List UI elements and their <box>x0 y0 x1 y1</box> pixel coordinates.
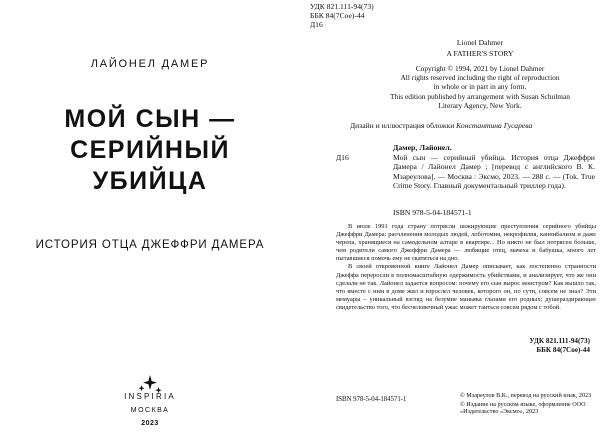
book-annotation <box>336 223 596 312</box>
copyright-page <box>300 0 600 435</box>
udk-code-bottom: УДК 821.111-94(73) <box>529 337 590 345</box>
rights-line-1: All rights reserved including the right of reproduction <box>400 73 560 83</box>
book-author: ЛАЙОНЕЛ ДАМЕР <box>90 58 210 70</box>
publication-year: 2023 <box>141 420 159 427</box>
design-credit-label: Дизайн и иллюстрация обложки <box>350 121 455 130</box>
original-title: A FATHER'S STORY <box>446 49 514 58</box>
copyright-translation: © Мзареулов В.К., перевод на русский язык, 2023 <box>460 392 592 399</box>
publisher-city: МОСКВА <box>130 407 170 414</box>
book-title-line-2: СЕРИЙНЫЙ <box>70 136 230 164</box>
annotation-paragraph-2: В своей откровенной книге Лайонел Дамер описывает, как постепенно странности Джеффа переросли в полномасштабную одержимость убийствами, и анализирует, что же они сделали не так. Лайонел задается вопросом: почему его сын вырос монстром? Как вышло так, что вместе с ним в доме жил и взрослел человек, которого он, по сути, совсем не знал? Эти мемуары – уникальный взгляд на безумие маньяка глазами его родных; душераздирающее свидетельство того, что бесчеловечный ужас может таиться совсем рядом с тобой. <box>336 263 596 311</box>
isbn-bottom: ISBN 978-5-04-184571-1 <box>336 396 407 403</box>
cover-design-credit <box>350 121 595 130</box>
copyright-english: Copyright © 1994, 2021 by Lionel Dahmer <box>415 64 545 73</box>
author-mark-top: Д16 <box>310 20 323 29</box>
publisher-name: INSPIRIA <box>124 392 176 401</box>
book-title-line-1: МОЙ СЫН — <box>64 105 236 133</box>
book-subtitle: ИСТОРИЯ ОТЦА ДЖЕФФРИ ДАМЕРА <box>35 239 265 251</box>
annotation-paragraph-1: В июле 1991 года страну потрясли шокирующие преступления серийного убийцы Джеффри Дамера: расчленения молодых людей, лоботомия, некрофилия, каннибализм и даже черепа, хранящиеся на самодельном алтаре в квартире... Но никто не был потрясен больше, чем родители самого Джеффри Дамера — любящие отец, мачеха и бабушка, много лет пытавшиеся помочь ему не скатиться на дно. <box>336 223 596 263</box>
copyright-block-english <box>370 64 590 110</box>
rights-line-2: in whole or in part in any form. <box>433 82 527 92</box>
bbk-code-top: ББК 84(7Сое)-44 <box>310 11 365 20</box>
design-credit-name: Константина Гусарева <box>456 121 533 130</box>
original-author: Lionel Dahmer <box>456 38 504 47</box>
book-title-line-3: УБИЙЦА <box>92 167 208 195</box>
copyright-edition: © Издание на русском языке, оформление ООО «Издательство «Эксмо», 2023 <box>460 400 586 416</box>
edition-line-2: Literary Agency, New York. <box>438 100 522 110</box>
edition-line-1: This edition published by arrangement with Susan Schulman <box>389 91 571 101</box>
catalog-card-code: Д16 <box>336 153 349 162</box>
copyright-block-russian <box>460 392 595 417</box>
udk-code-top: УДК 821.111-94(73) <box>310 2 374 11</box>
bbk-code-bottom: ББК 84(7Сое)-44 <box>536 346 590 354</box>
book-title <box>0 104 300 197</box>
catalog-card-description: Мой сын — серийный убийца. История отца Джеффри Дамера / Лайонел Дамер ; [перевод с английского В. К. Мзареулова]. — Москва : Эксмо, 2023. — 288 с. — (Tok. True Crime Story. Главный документальный триллер года). <box>393 153 595 190</box>
catalog-card-author: Дамер, Лайонел. <box>393 143 452 152</box>
isbn-catalog: ISBN 978-5-04-184571-1 <box>393 208 472 217</box>
